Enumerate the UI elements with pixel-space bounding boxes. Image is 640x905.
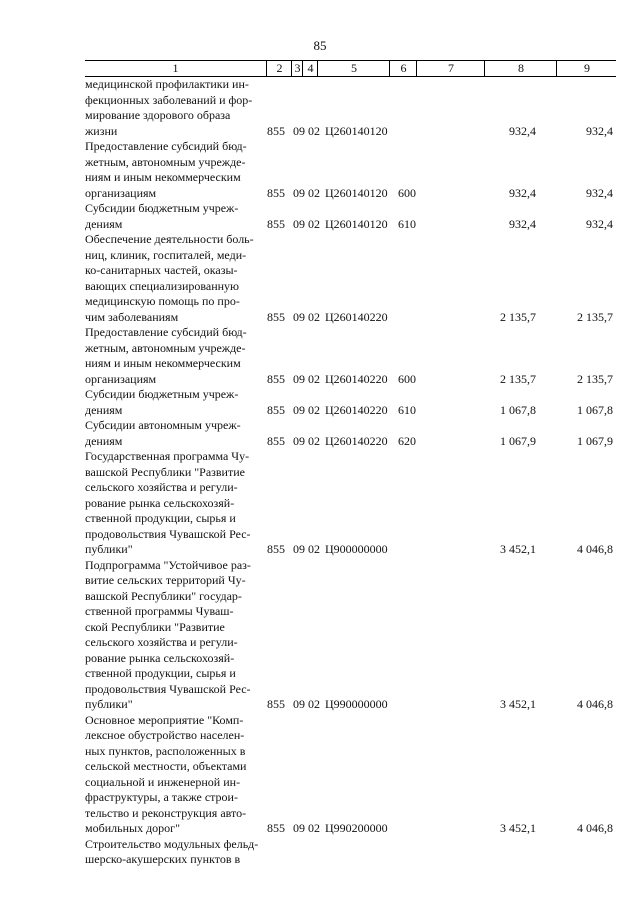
description-line: дениям — [85, 402, 123, 417]
description-line: Основное мероприятие "Комп- — [85, 712, 244, 727]
table-row — [85, 449, 616, 558]
subsection-code: 02 — [308, 402, 320, 417]
target-article-code: Ц260140220 — [325, 402, 388, 417]
subsection-code: 02 — [308, 542, 320, 556]
amount-col-9: 1 067,9 — [577, 433, 613, 448]
ved-code: 855 — [267, 216, 285, 231]
amount-col-9: 4 046,8 — [577, 697, 613, 711]
table-row — [85, 837, 616, 868]
subsection-code: 02 — [308, 697, 320, 711]
row-description — [85, 449, 262, 558]
description-line: ственной продукции, сырья и — [85, 511, 236, 525]
amount-col-9: 932,4 — [586, 185, 613, 200]
ved-code: 855 — [267, 433, 285, 448]
description-line: медицинской профилактики ин- — [85, 77, 249, 91]
amount-col-9: 932,4 — [586, 123, 613, 138]
ved-code: 855 — [267, 185, 285, 200]
subsection-code: 02 — [308, 371, 320, 386]
target-article-code: Ц260140220 — [325, 309, 388, 324]
table-row — [85, 201, 616, 232]
ved-code: 855 — [267, 821, 285, 835]
description-line: социальной и инженерной ин- — [85, 774, 241, 789]
table-row — [85, 713, 616, 837]
description-line: тельство и реконструкция авто- — [85, 805, 247, 820]
row-values — [267, 542, 616, 558]
ved-code: 855 — [267, 402, 285, 417]
amount-col-8: 932,4 — [509, 216, 536, 231]
row-description — [85, 201, 262, 232]
expense-type-code: 600 — [398, 185, 416, 200]
amount-col-8: 932,4 — [509, 123, 536, 138]
description-line: Предоставление субсидий бюд- — [85, 325, 247, 339]
amount-col-8: 3 452,1 — [500, 697, 536, 711]
description-line: Субсидии бюджетным учреж- — [85, 387, 239, 401]
description-line: ниц, клиник, госпиталей, меди- — [85, 247, 247, 262]
ved-code: 855 — [267, 371, 285, 386]
table-row — [85, 387, 616, 418]
row-values — [267, 186, 616, 202]
header-col-1: 1 — [172, 61, 179, 75]
description-line: рование рынка сельскохозяй- — [85, 650, 235, 665]
amount-col-8: 1 067,9 — [500, 433, 536, 448]
subsection-code: 02 — [308, 216, 320, 231]
amount-col-8: 3 452,1 — [500, 542, 536, 556]
expense-type-code: 620 — [398, 433, 416, 448]
target-article-code: Ц260140220 — [325, 433, 388, 448]
description-line: жетным, автономным учрежде- — [85, 154, 246, 169]
description-line: Предоставление субсидий бюд- — [85, 139, 247, 153]
amount-col-8: 2 135,7 — [500, 371, 536, 386]
table-header — [85, 60, 616, 77]
description-line: ных пунктов, расположенных в — [85, 743, 246, 758]
description-line: Строительство модульных фельд- — [85, 836, 259, 851]
target-article-code: Ц990000000 — [325, 697, 388, 711]
description-line: ко-санитарных частей, оказы- — [85, 263, 238, 277]
subsection-code: 02 — [308, 123, 320, 138]
target-article-code: Ц260140220 — [325, 371, 388, 386]
amount-col-9: 2 135,7 — [577, 371, 613, 386]
row-description — [85, 387, 262, 418]
description-line: вающих специализированную — [85, 278, 240, 293]
row-description — [85, 837, 262, 868]
subsection-code: 02 — [308, 821, 320, 835]
target-article-code: Ц260140120 — [325, 216, 388, 231]
description-line: Подпрограмма "Устойчивое раз- — [85, 557, 251, 572]
amount-col-9: 932,4 — [586, 216, 613, 231]
description-line: публики" — [85, 542, 133, 556]
description-line: жизни — [85, 123, 118, 138]
description-line: витие сельских территорий Чу- — [85, 573, 246, 587]
description-line: Государственная программа Чу- — [85, 449, 250, 463]
section-code: 09 — [293, 216, 305, 231]
row-description — [85, 325, 262, 387]
row-description — [85, 713, 262, 837]
description-line: Обеспечение деятельности боль- — [85, 232, 254, 246]
section-code: 09 — [293, 697, 305, 711]
table-row — [85, 418, 616, 449]
subsection-code: 02 — [308, 185, 320, 200]
target-article-code: Ц260140120 — [325, 123, 388, 138]
ved-code: 855 — [267, 542, 285, 556]
target-article-code: Ц900000000 — [325, 542, 388, 556]
target-article-code: Ц260140120 — [325, 185, 388, 200]
header-col-5: 5 — [317, 61, 390, 76]
row-values — [267, 697, 616, 713]
description-line: продовольствия Чувашской Рес- — [85, 526, 251, 541]
table-row — [85, 139, 616, 201]
expense-type-code: 600 — [398, 371, 416, 386]
table-row — [85, 232, 616, 325]
page-number: 85 — [313, 38, 327, 53]
description-line: организациям — [85, 185, 157, 200]
section-code: 09 — [293, 542, 305, 556]
description-line: шерско-акушерских пунктов в — [85, 852, 241, 866]
header-col-3: 3 — [291, 61, 303, 76]
description-line: ниям и иным некоммерческим — [85, 170, 241, 184]
description-line: продовольствия Чувашской Рес- — [85, 681, 251, 696]
amount-col-8: 932,4 — [509, 185, 536, 200]
amount-col-8: 2 135,7 — [500, 309, 536, 324]
description-line: сельского хозяйства и регули- — [85, 635, 238, 649]
section-code: 09 — [293, 402, 305, 417]
row-description — [85, 139, 262, 201]
description-line: ской Республики "Развитие — [85, 619, 225, 634]
expense-type-code: 610 — [398, 402, 416, 417]
amount-col-9: 4 046,8 — [577, 542, 613, 556]
section-code: 09 — [293, 433, 305, 448]
row-description — [85, 418, 262, 449]
section-code: 09 — [293, 123, 305, 138]
description-line: мобильных дорог" — [85, 821, 180, 835]
ved-code: 855 — [267, 123, 285, 138]
description-line: фекционных заболеваний и фор- — [85, 92, 253, 107]
description-line: медицинскую помощь по про- — [85, 294, 240, 308]
row-description — [85, 232, 262, 325]
description-line: организациям — [85, 371, 157, 386]
ved-code: 855 — [267, 309, 285, 324]
description-line: ственной программы Чуваш- — [85, 604, 234, 618]
row-values — [267, 310, 616, 326]
description-line: вашской Республики "Развитие — [85, 464, 245, 479]
header-col-2: 2 — [266, 61, 292, 76]
description-line: жетным, автономным учрежде- — [85, 340, 246, 355]
description-line: лексное обустройство населен- — [85, 728, 245, 742]
row-values — [267, 403, 616, 419]
budget-table-body — [85, 77, 616, 868]
description-line: фраструктуры, а также строи- — [85, 790, 238, 804]
description-line: сельской местности, объектами — [85, 759, 247, 773]
header-col-9: 9 — [556, 61, 617, 76]
header-col-8: 8 — [484, 61, 557, 76]
header-col-7: 7 — [416, 61, 485, 76]
description-line: вашской Республики" государ- — [85, 588, 242, 603]
target-article-code: Ц990200000 — [325, 821, 388, 835]
description-line: сельского хозяйства и регули- — [85, 480, 238, 494]
expense-type-code: 610 — [398, 216, 416, 231]
description-line: Субсидии бюджетным учреж- — [85, 201, 239, 215]
description-line: дениям — [85, 216, 123, 231]
section-code: 09 — [293, 309, 305, 324]
row-description — [85, 77, 262, 139]
section-code: 09 — [293, 371, 305, 386]
header-col-6: 6 — [389, 61, 417, 76]
subsection-code: 02 — [308, 309, 320, 324]
row-values — [267, 821, 616, 837]
description-line: ственной продукции, сырья и — [85, 666, 236, 680]
description-line: мирование здорового образа — [85, 108, 231, 122]
amount-col-8: 3 452,1 — [500, 821, 536, 835]
row-description — [85, 558, 262, 713]
description-line: публики" — [85, 697, 133, 711]
description-line: Субсидии автономным учреж- — [85, 418, 241, 432]
row-values — [267, 852, 616, 868]
table-row — [85, 558, 616, 713]
amount-col-9: 2 135,7 — [577, 309, 613, 324]
table-row — [85, 77, 616, 139]
section-code: 09 — [293, 821, 305, 835]
row-values — [267, 434, 616, 450]
amount-col-9: 1 067,8 — [577, 402, 613, 417]
amount-col-8: 1 067,8 — [500, 402, 536, 417]
row-values — [267, 124, 616, 140]
description-line: рование рынка сельскохозяй- — [85, 495, 235, 510]
description-line: дениям — [85, 433, 123, 448]
subsection-code: 02 — [308, 433, 320, 448]
row-values — [267, 217, 616, 233]
section-code: 09 — [293, 185, 305, 200]
row-values — [267, 372, 616, 388]
description-line: ниям и иным некоммерческим — [85, 356, 241, 370]
ved-code: 855 — [267, 697, 285, 711]
header-col-4: 4 — [302, 61, 318, 76]
amount-col-9: 4 046,8 — [577, 821, 613, 835]
description-line: чим заболеваниям — [85, 309, 179, 324]
table-row — [85, 325, 616, 387]
